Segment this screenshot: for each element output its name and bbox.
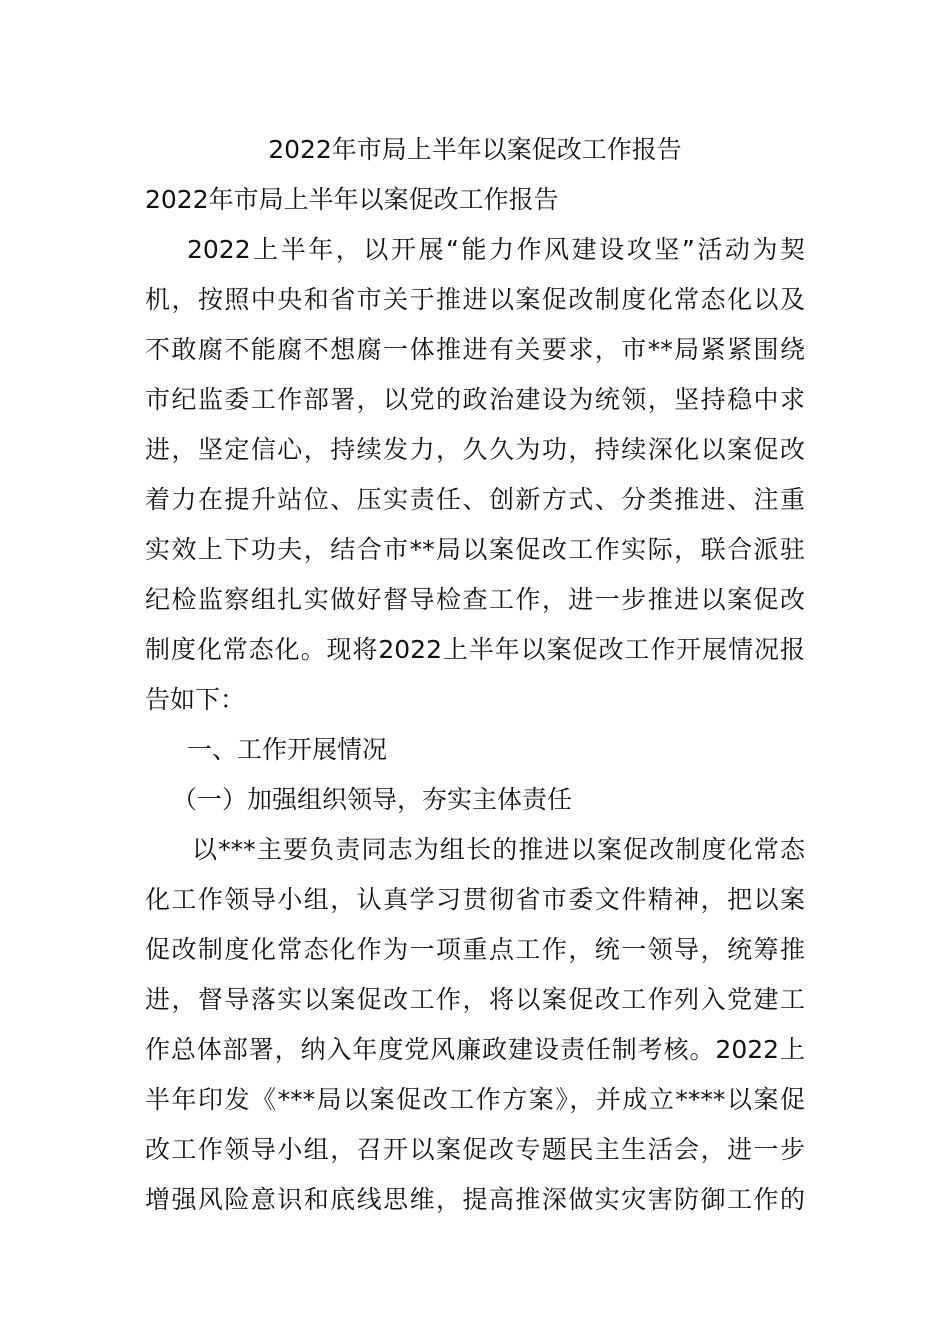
paragraph-line: 进，坚定信心，持续发力，久久为功，持续深化以案促改 — [145, 435, 805, 464]
paragraph-line: 告如下： — [145, 685, 246, 714]
subsection-heading: （一）加强组织领导，夯实主体责任 — [172, 785, 573, 814]
paragraph-line: 制度化常态化。现将2022上半年以案促改工作开展情况报 — [145, 635, 805, 664]
section-heading: 一、工作开展情况 — [187, 735, 388, 764]
paragraph-line: 作总体部署，纳入年度党风廉政建设责任制考核。2022上 — [145, 1035, 805, 1064]
paragraph-line: 进，督导落实以案促改工作，将以案促改工作列入党建工 — [145, 985, 805, 1014]
paragraph-line: 半年印发《***局以案促改工作方案》，并成立****以案促 — [145, 1085, 805, 1114]
paragraph-line: 化工作领导小组，认真学习贯彻省市委文件精神，把以案 — [145, 885, 805, 914]
document-subtitle: 2022年市局上半年以案促改工作报告 — [145, 185, 559, 214]
paragraph-line: 市纪监委工作部署，以党的政治建设为统领，坚持稳中求 — [145, 385, 805, 414]
paragraph-line: 增强风险意识和底线思维，提高推深做实灾害防御工作的 — [145, 1185, 805, 1214]
paragraph-line: 不敢腐不能腐不想腐一体推进有关要求，市**局紧紧围绕 — [145, 335, 805, 364]
paragraph-line: 2022上半年，以开展“能力作风建设攻坚”活动为契 — [187, 235, 805, 264]
paragraph-line: 以***主要负责同志为组长的推进以案促改制度化常态 — [192, 835, 805, 864]
paragraph-line: 改工作领导小组，召开以案促改专题民主生活会，进一步 — [145, 1135, 805, 1164]
paragraph-line: 机，按照中央和省市关于推进以案促改制度化常态化以及 — [145, 285, 805, 314]
paragraph-line: 着力在提升站位、压实责任、创新方式、分类推进、注重 — [145, 485, 805, 514]
paragraph-line: 实效上下功夫，结合市**局以案促改工作实际，联合派驻 — [145, 535, 805, 564]
paragraph-line: 纪检监察组扎实做好督导检查工作，进一步推进以案促改 — [145, 585, 805, 614]
paragraph-line: 促改制度化常态化作为一项重点工作，统一领导，统筹推 — [145, 935, 805, 964]
document-title: 2022年市局上半年以案促改工作报告 — [268, 135, 682, 164]
